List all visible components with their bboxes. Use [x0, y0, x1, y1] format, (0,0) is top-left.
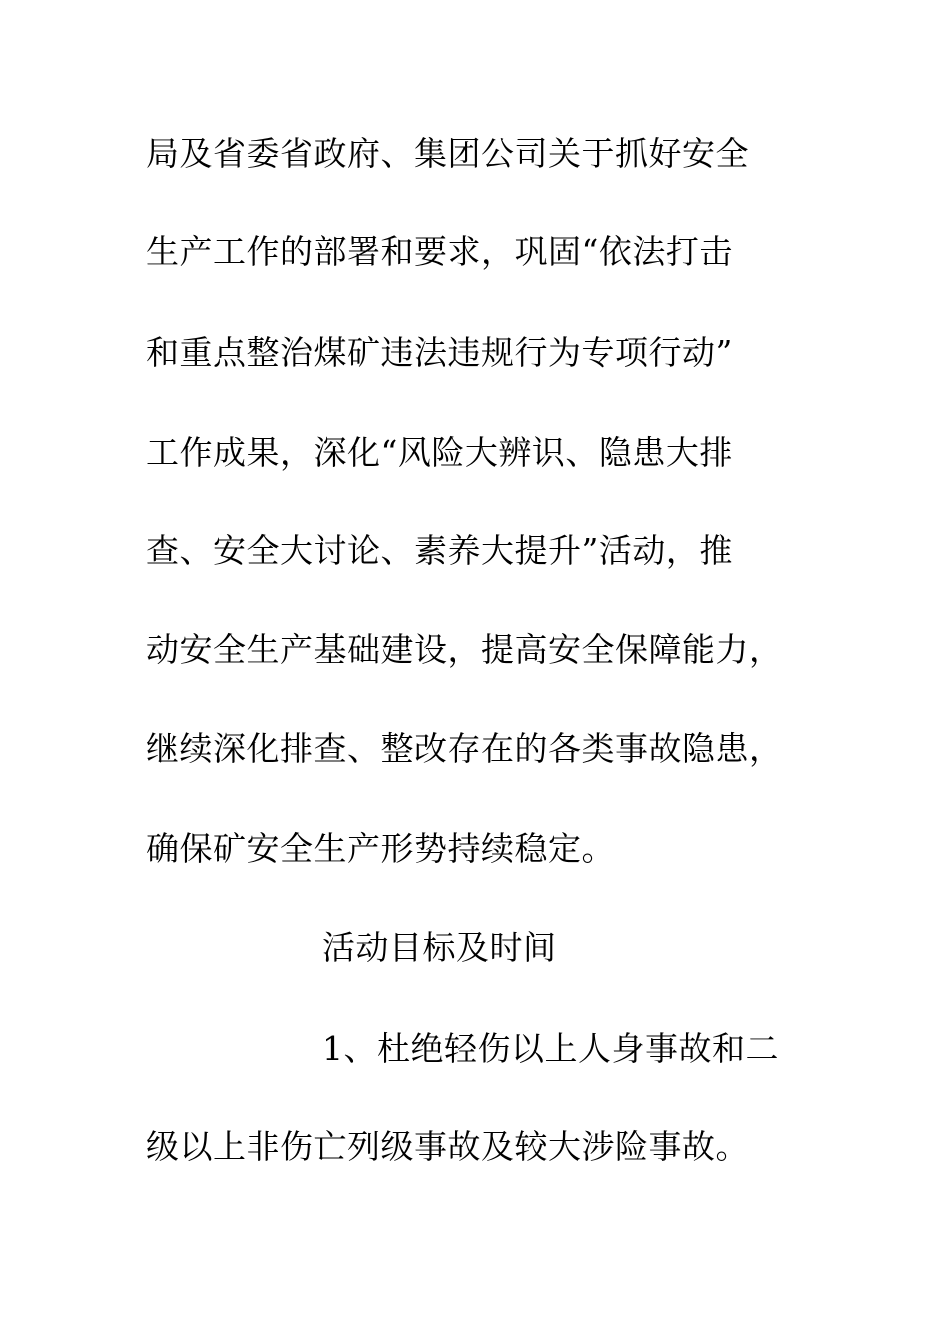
- paragraph-line-5: 查、安全大讨论、素养大提升”活动，推: [146, 531, 733, 570]
- paragraph-line-3: 和重点整治煤矿违法违规行为专项行动”: [146, 333, 733, 372]
- paragraph-line-4: 工作成果，深化“风险大辨识、隐患大排: [146, 433, 733, 472]
- paragraph-line-2: 生产工作的部署和要求，巩固“依法打击: [146, 232, 733, 271]
- paragraph-line-8: 确保矿安全生产形势持续稳定。: [146, 829, 615, 868]
- paragraph-line-6: 动安全生产基础建设，提高安全保障能力，: [146, 630, 783, 669]
- list-item-line-1: 1、杜绝轻伤以上人身事故和二: [322, 1029, 779, 1068]
- list-item-line-2: 级以上非伤亡列级事故及较大涉险事故。: [146, 1127, 749, 1166]
- section-heading: 活动目标及时间: [322, 928, 557, 967]
- paragraph-line-7: 继续深化排查、整改存在的各类事故隐患，: [146, 729, 783, 768]
- paragraph-line-1: 局及省委省政府、集团公司关于抓好安全: [146, 134, 749, 173]
